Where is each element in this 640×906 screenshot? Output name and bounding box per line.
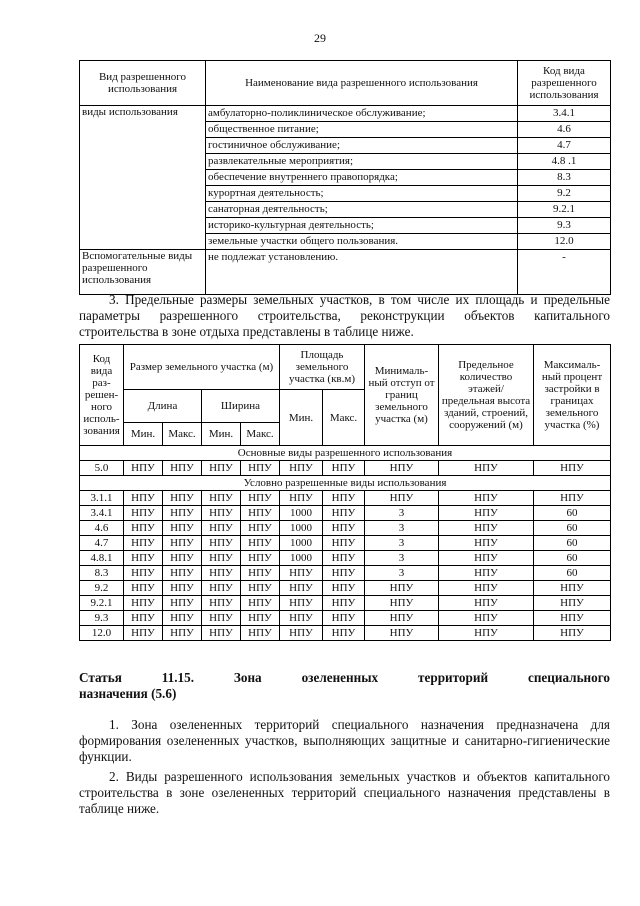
- table-row: [80, 491, 611, 506]
- use-name-cell: амбулаторно-поликлиническое обслуживание;: [206, 106, 518, 122]
- value-cell: НПУ: [202, 506, 241, 521]
- table-row: [80, 506, 611, 521]
- table-row: [80, 461, 611, 476]
- header-use-type: Вид разрешенного использования: [80, 61, 206, 106]
- aux-code: -: [518, 250, 611, 295]
- table-header-row: [80, 61, 611, 106]
- value-cell: 60: [534, 536, 611, 551]
- value-cell: НПУ: [534, 626, 611, 641]
- section-label: Основные виды разрешенного использования: [80, 446, 611, 461]
- header-code: Код вида раз-решен-ного исполь-зования: [80, 345, 124, 446]
- value-cell: НПУ: [124, 506, 163, 521]
- value-cell: НПУ: [124, 551, 163, 566]
- value-cell: НПУ: [323, 596, 365, 611]
- value-cell: НПУ: [241, 551, 280, 566]
- value-cell: НПУ: [439, 461, 534, 476]
- value-cell: НПУ: [241, 491, 280, 506]
- value-cell: НПУ: [439, 521, 534, 536]
- value-cell: НПУ: [439, 626, 534, 641]
- value-cell: НПУ: [124, 626, 163, 641]
- value-cell: 60: [534, 566, 611, 581]
- value-cell: НПУ: [534, 461, 611, 476]
- value-cell: НПУ: [124, 566, 163, 581]
- header-use-name: Наименование вида разрешенного использования: [206, 61, 518, 106]
- article-heading-line1: Статья 11.15. Зона озелененных территорий специального: [79, 670, 610, 685]
- value-cell: НПУ: [439, 581, 534, 596]
- header-width-min: Мин.: [202, 423, 241, 446]
- header-area-min: Мин.: [280, 390, 323, 446]
- value-cell: НПУ: [534, 491, 611, 506]
- value-cell: НПУ: [202, 626, 241, 641]
- value-cell: НПУ: [280, 581, 323, 596]
- value-cell: НПУ: [241, 506, 280, 521]
- value-cell: НПУ: [323, 506, 365, 521]
- value-cell: 3: [365, 521, 439, 536]
- aux-name: не подлежат установлению.: [206, 250, 518, 295]
- value-cell: НПУ: [163, 536, 202, 551]
- value-cell: НПУ: [202, 521, 241, 536]
- code-cell: 3.1.1: [80, 491, 124, 506]
- parameters-table: [79, 344, 611, 641]
- value-cell: НПУ: [323, 566, 365, 581]
- value-cell: 1000: [280, 536, 323, 551]
- value-cell: НПУ: [124, 596, 163, 611]
- value-cell: НПУ: [241, 596, 280, 611]
- value-cell: НПУ: [241, 611, 280, 626]
- value-cell: 1000: [280, 506, 323, 521]
- value-cell: 3: [365, 536, 439, 551]
- value-cell: НПУ: [163, 461, 202, 476]
- value-cell: НПУ: [323, 611, 365, 626]
- value-cell: НПУ: [163, 596, 202, 611]
- use-code-cell: 4.6: [518, 122, 611, 138]
- value-cell: 60: [534, 521, 611, 536]
- value-cell: НПУ: [280, 611, 323, 626]
- value-cell: НПУ: [163, 551, 202, 566]
- value-cell: 60: [534, 551, 611, 566]
- value-cell: НПУ: [202, 611, 241, 626]
- value-cell: НПУ: [241, 581, 280, 596]
- code-cell: 9.2: [80, 581, 124, 596]
- value-cell: НПУ: [365, 581, 439, 596]
- header-percent: Максималь-ный процент застройки в границах земельного участка (%): [534, 345, 611, 446]
- value-cell: НПУ: [280, 596, 323, 611]
- value-cell: НПУ: [202, 551, 241, 566]
- value-cell: НПУ: [241, 566, 280, 581]
- code-cell: 12.0: [80, 626, 124, 641]
- value-cell: НПУ: [323, 551, 365, 566]
- use-code-cell: 9.2: [518, 186, 611, 202]
- value-cell: НПУ: [280, 566, 323, 581]
- value-cell: НПУ: [163, 506, 202, 521]
- value-cell: НПУ: [323, 491, 365, 506]
- value-cell: 60: [534, 506, 611, 521]
- article-heading-cont: [79, 686, 610, 702]
- code-cell: 4.6: [80, 521, 124, 536]
- use-code-cell: 3.4.1: [518, 106, 611, 122]
- use-name-cell: гостиничное обслуживание;: [206, 138, 518, 154]
- use-name-cell: развлекательные мероприятия;: [206, 154, 518, 170]
- code-cell: 9.3: [80, 611, 124, 626]
- use-name-cell: курортная деятельность;: [206, 186, 518, 202]
- page-number: 29: [314, 31, 326, 45]
- value-cell: НПУ: [163, 521, 202, 536]
- permitted-use-table: [79, 60, 611, 295]
- value-cell: НПУ: [163, 491, 202, 506]
- value-cell: НПУ: [439, 566, 534, 581]
- value-cell: НПУ: [323, 581, 365, 596]
- table-row: [80, 536, 611, 551]
- value-cell: НПУ: [439, 491, 534, 506]
- code-cell: 3.4.1: [80, 506, 124, 521]
- paragraph-a1: 1. Зона озелененных территорий специального назначения предназначена для формирования озелененных участков, выполняющих защитные и санитарно-гигиенические функции.: [79, 717, 610, 764]
- use-name-cell: историко-культурная деятельность;: [206, 218, 518, 234]
- value-cell: НПУ: [439, 551, 534, 566]
- use-name-cell: земельные участки общего пользования.: [206, 234, 518, 250]
- use-code-cell: 12.0: [518, 234, 611, 250]
- value-cell: 3: [365, 551, 439, 566]
- value-cell: НПУ: [163, 566, 202, 581]
- code-cell: 8.3: [80, 566, 124, 581]
- value-cell: НПУ: [202, 581, 241, 596]
- aux-row: [80, 250, 611, 295]
- table-row: [80, 566, 611, 581]
- value-cell: НПУ: [124, 536, 163, 551]
- table-row: [80, 106, 611, 122]
- article-heading: [79, 670, 610, 686]
- header-use-code: Код вида разрешенного использования: [518, 61, 611, 106]
- value-cell: НПУ: [323, 521, 365, 536]
- value-cell: НПУ: [534, 581, 611, 596]
- value-cell: 1000: [280, 551, 323, 566]
- value-cell: НПУ: [163, 581, 202, 596]
- value-cell: НПУ: [202, 596, 241, 611]
- value-cell: НПУ: [365, 596, 439, 611]
- value-cell: НПУ: [365, 491, 439, 506]
- value-cell: НПУ: [439, 596, 534, 611]
- value-cell: НПУ: [124, 521, 163, 536]
- header-width: Ширина: [202, 390, 280, 423]
- code-cell: 5.0: [80, 461, 124, 476]
- value-cell: НПУ: [534, 596, 611, 611]
- value-cell: НПУ: [241, 536, 280, 551]
- value-cell: НПУ: [280, 461, 323, 476]
- value-cell: НПУ: [365, 461, 439, 476]
- value-cell: НПУ: [365, 611, 439, 626]
- table-row: [80, 626, 611, 641]
- table-row: [80, 551, 611, 566]
- code-cell: 4.7: [80, 536, 124, 551]
- value-cell: НПУ: [323, 626, 365, 641]
- value-cell: НПУ: [439, 506, 534, 521]
- use-code-cell: 4.8 .1: [518, 154, 611, 170]
- value-cell: НПУ: [439, 536, 534, 551]
- value-cell: НПУ: [202, 461, 241, 476]
- table-row: [80, 581, 611, 596]
- value-cell: НПУ: [202, 536, 241, 551]
- header-length-min: Мин.: [124, 423, 163, 446]
- value-cell: НПУ: [202, 491, 241, 506]
- value-cell: НПУ: [323, 461, 365, 476]
- code-cell: 9.2.1: [80, 596, 124, 611]
- value-cell: НПУ: [202, 566, 241, 581]
- paragraph-a2: 2. Виды разрешенного использования земельных участков и объектов капитального строительства в зоне озелененных территорий специального назначения представлены в таблице ниже.: [79, 769, 610, 816]
- section-label: Условно разрешенные виды использования: [80, 476, 611, 491]
- use-name-cell: общественное питание;: [206, 122, 518, 138]
- value-cell: НПУ: [280, 626, 323, 641]
- use-code-cell: 9.2.1: [518, 202, 611, 218]
- article-heading-line2: назначения (5.6): [79, 686, 177, 701]
- table-row: [80, 521, 611, 536]
- section-row: [80, 476, 611, 491]
- table-row: [80, 611, 611, 626]
- value-cell: НПУ: [280, 491, 323, 506]
- header-length: Длина: [124, 390, 202, 423]
- group-label: виды использования: [80, 106, 206, 250]
- value-cell: 1000: [280, 521, 323, 536]
- use-name-cell: санаторная деятельность;: [206, 202, 518, 218]
- value-cell: НПУ: [439, 611, 534, 626]
- header-width-max: Макс.: [241, 423, 280, 446]
- value-cell: НПУ: [124, 491, 163, 506]
- value-cell: 3: [365, 506, 439, 521]
- value-cell: НПУ: [241, 521, 280, 536]
- use-code-cell: 4.7: [518, 138, 611, 154]
- section-row: [80, 446, 611, 461]
- aux-label: Вспомогательные виды разрешенного использования: [80, 250, 206, 295]
- header-floors: Предельное количество этажей/ предельная высота зданий, строений, сооружений (м): [439, 345, 534, 446]
- value-cell: НПУ: [241, 461, 280, 476]
- paragraph-3: 3. Предельные размеры земельных участков, в том числе их площадь и предельные параметры разрешенного строительства, реконструкции объектов капитального строительства в зоне отдыха представлены в таблице ниже.: [79, 292, 610, 339]
- header-area-max: Макс.: [323, 390, 365, 446]
- value-cell: НПУ: [241, 626, 280, 641]
- value-cell: НПУ: [124, 461, 163, 476]
- value-cell: НПУ: [124, 611, 163, 626]
- value-cell: НПУ: [323, 536, 365, 551]
- use-code-cell: 9.3: [518, 218, 611, 234]
- value-cell: 3: [365, 566, 439, 581]
- table-row: [80, 596, 611, 611]
- header-length-max: Макс.: [163, 423, 202, 446]
- value-cell: НПУ: [365, 626, 439, 641]
- value-cell: НПУ: [163, 611, 202, 626]
- value-cell: НПУ: [124, 581, 163, 596]
- header-area: Площадь земельного участка (кв.м): [280, 345, 365, 390]
- header-setback: Минималь-ный отступ от границ земельного участка (м): [365, 345, 439, 446]
- value-cell: НПУ: [163, 626, 202, 641]
- code-cell: 4.8.1: [80, 551, 124, 566]
- header-size: Размер земельного участка (м): [124, 345, 280, 390]
- use-name-cell: обеспечение внутреннего правопорядка;: [206, 170, 518, 186]
- value-cell: НПУ: [534, 611, 611, 626]
- use-code-cell: 8.3: [518, 170, 611, 186]
